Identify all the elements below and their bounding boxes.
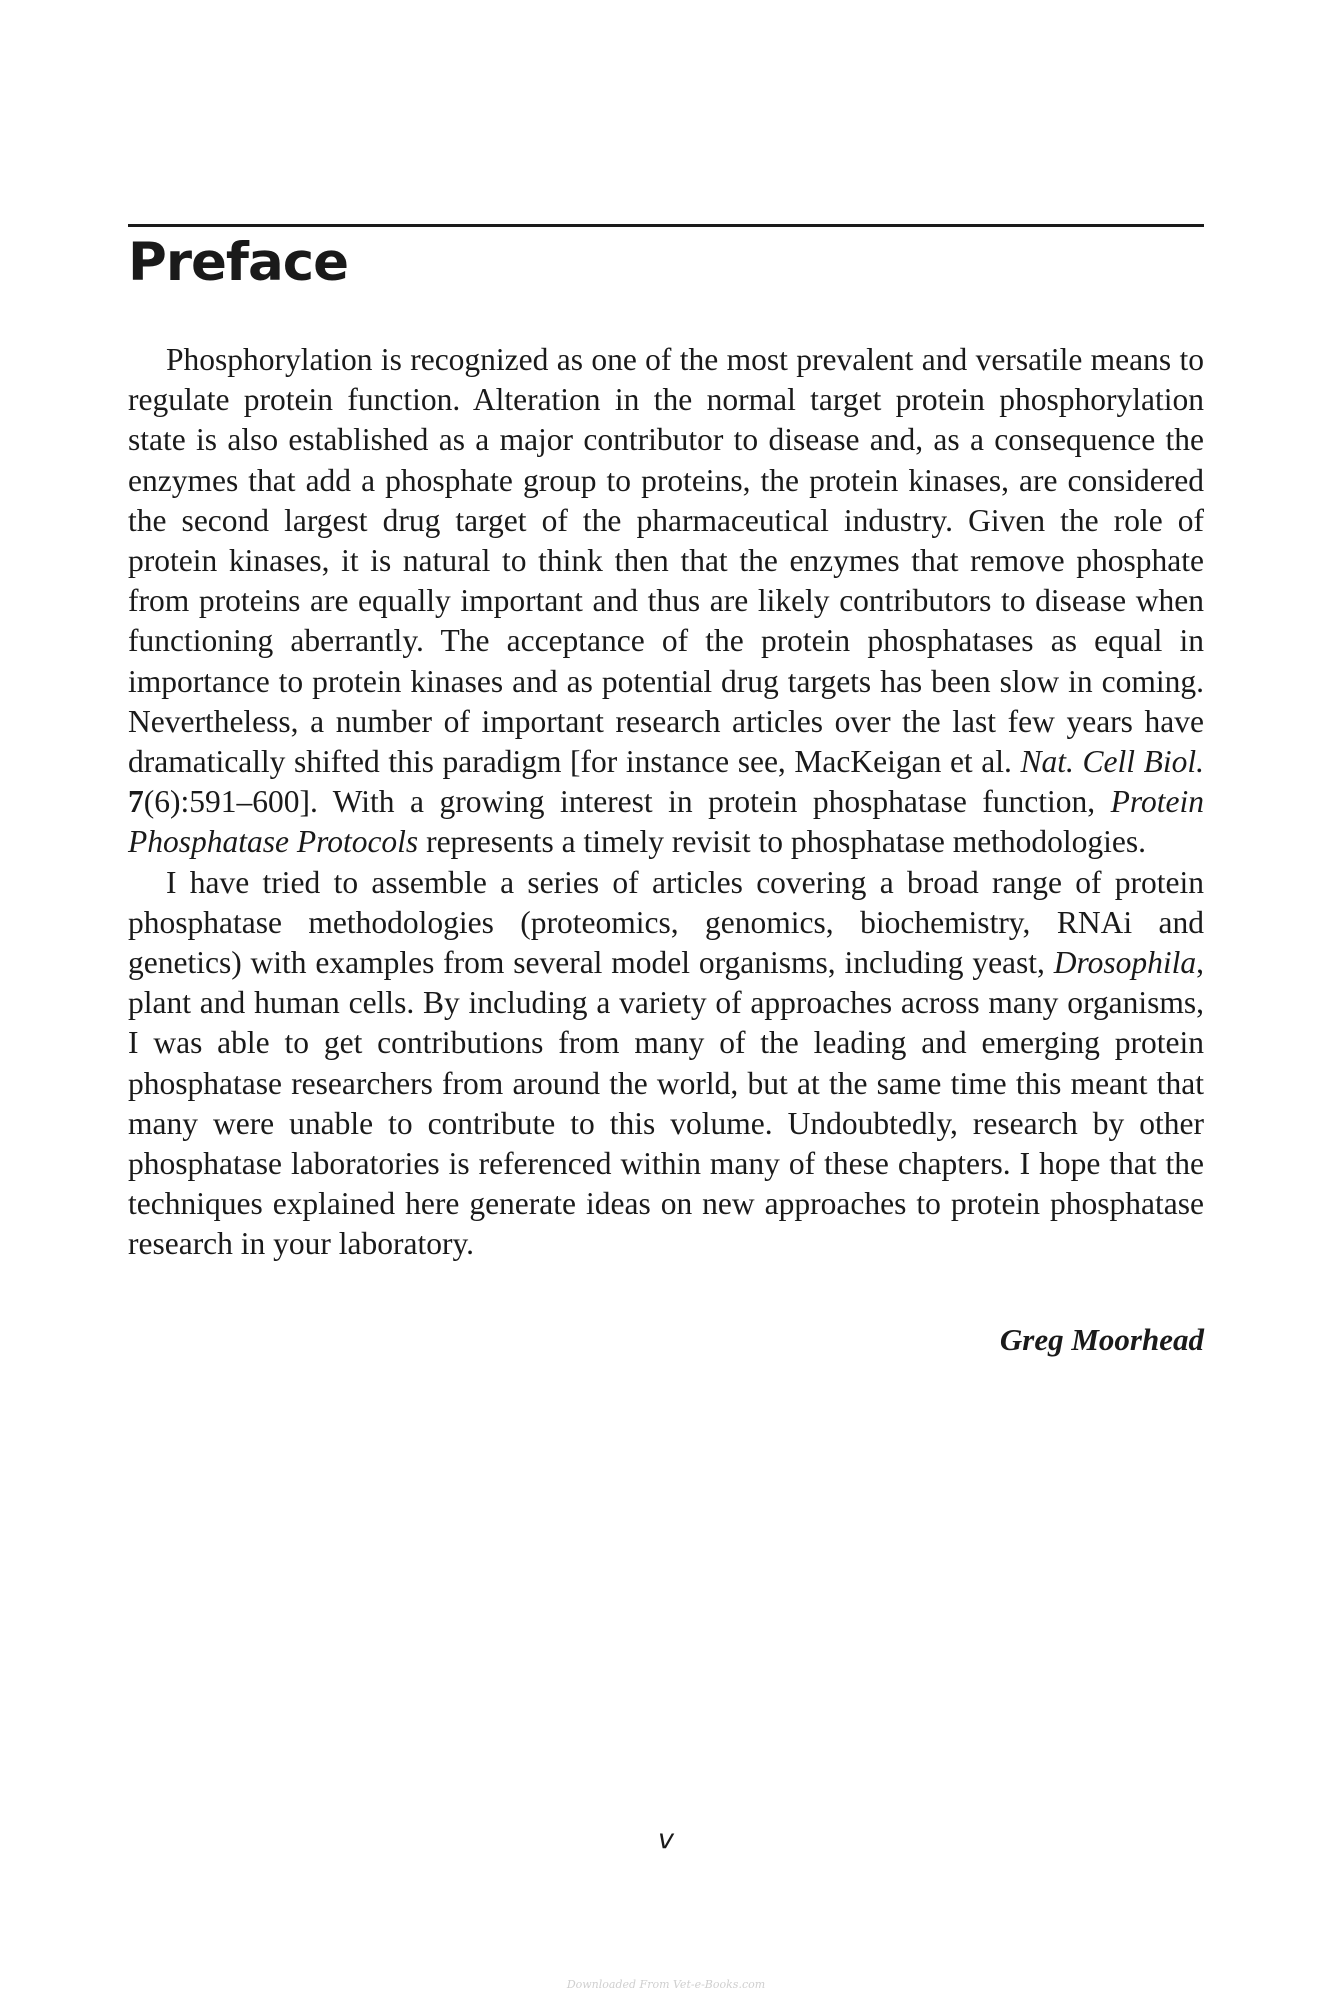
journal-volume: 7: [128, 784, 144, 820]
page-title: Preface: [128, 232, 349, 293]
book-title: Protein Phosphatase Protocols: [128, 784, 1204, 860]
author-signature: Greg Moorhead: [999, 1322, 1204, 1357]
heading-rule: [128, 224, 1204, 227]
paragraph-2-text-b: , plant and human cells. By including a variety of approaches across many organisms, I was able to get contributions from many of the leading and emerging protein phosphatase researchers from around the world, but at the same time this meant that many were unable to contribute to this volume. Undoubtedly, research by other phosphatase laboratories is referenced within many of these chapters. I hope that the techniques explained here generate ideas on new approaches to protein phosphatase research in your laboratory.: [128, 945, 1204, 1262]
page-number: v: [658, 1824, 674, 1855]
paragraph-1-text-a: Phosphorylation is recognized as one of the most prevalent and versatile means to regulate protein function. Alteration in the normal target protein phosphorylation state is also established as a major contributor to disease and, as a consequence the enzymes that add a phosphate group to proteins, the protein kinases, are considered the second largest drug target of the pharmaceutical industry. Given the role of protein kinases, it is natural to think then that the enzymes that remove phosphate from proteins are equally important and thus are likely contributors to disease when functioning aberrantly. The acceptance of the protein phosphatases as equal in importance to protein kinases and as potential drug targets has been slow in coming. Nevertheless, a number of important research articles over the last few years have dramatically shifted this paradigm [for instance see, MacKeigan et al.: [128, 342, 1204, 780]
paragraph-2-text-a: I have tried to assemble a series of articles covering a broad range of protein phosphatase methodologies (proteomics, genomics, biochemistry, RNAi and genetics) with examples from several model organisms, including yeast,: [128, 864, 1204, 981]
paragraph-1-text-b: (6):591–600]. With a growing interest in protein phosphatase function,: [143, 784, 1111, 820]
preface-body: [128, 340, 1204, 1265]
paragraph-1-text-c: represents a timely revisit to phosphatase methodologies.: [418, 824, 1147, 860]
organism-name: Drosophila: [1053, 945, 1197, 981]
journal-name: Nat. Cell Biol.: [1020, 744, 1204, 780]
paragraph-1: [128, 340, 1204, 863]
paragraph-2: [128, 863, 1204, 1265]
watermark-text: Downloaded From Vet-e-Books.com: [566, 1978, 766, 1991]
